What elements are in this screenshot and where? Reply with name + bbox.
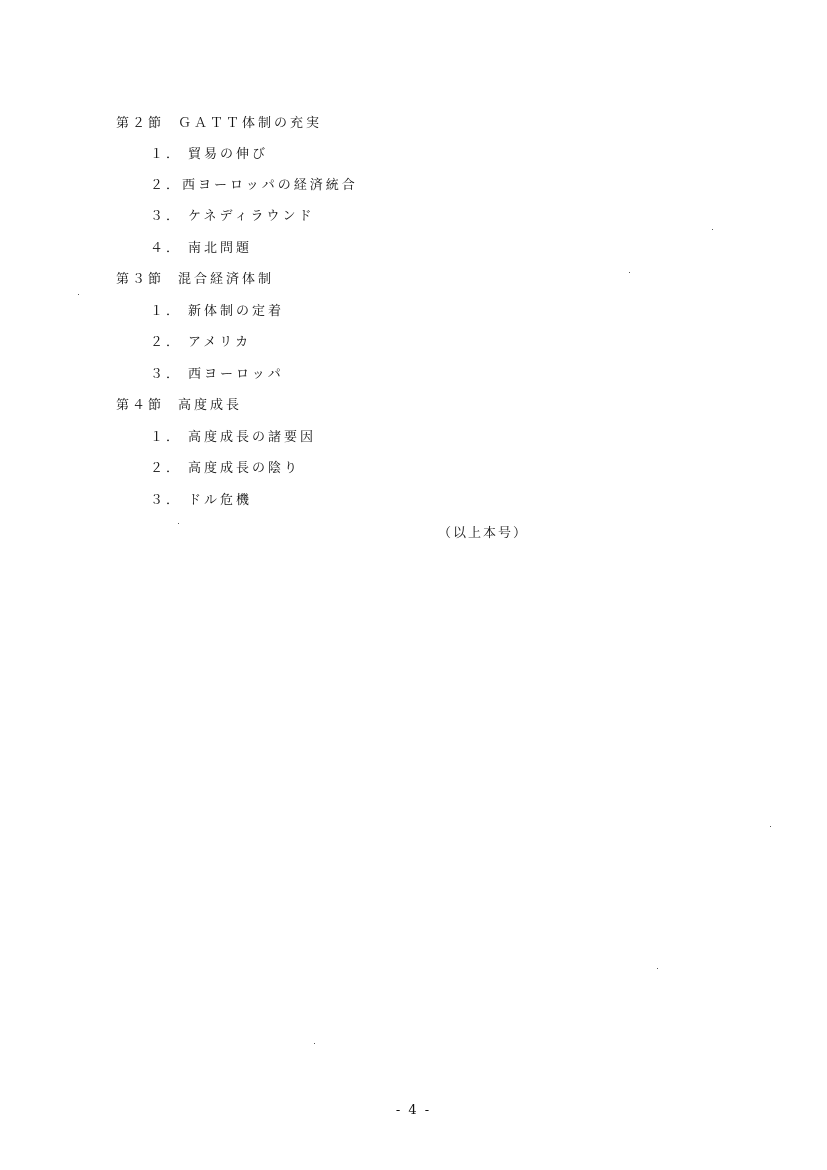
- toc-section-4: [116, 398, 242, 414]
- scan-speck: [712, 229, 713, 230]
- toc-item-3-2: [150, 335, 251, 351]
- toc-item-4-3: [150, 493, 252, 509]
- item-number: ４．: [150, 241, 183, 256]
- section-title: 混合経済体制: [178, 272, 275, 287]
- item-number: ２．: [150, 178, 183, 193]
- toc-item-3-3: [150, 367, 284, 383]
- item-title: 高度成長の陰り: [188, 461, 301, 476]
- toc-item-2-2: [150, 178, 358, 194]
- toc-item-4-2: [150, 461, 300, 477]
- item-number: １．: [150, 147, 183, 162]
- section-title: ＧＡＴＴ体制の充実: [178, 116, 323, 131]
- toc-item-2-1: [150, 147, 268, 163]
- toc-item-2-4: [150, 241, 252, 257]
- scan-speck: [629, 272, 630, 273]
- toc-item-2-3: [150, 209, 314, 225]
- item-number: １．: [150, 430, 183, 445]
- scan-speck: [178, 523, 179, 524]
- toc-section-3: [116, 272, 274, 288]
- item-title: 高度成長の諸要因: [188, 430, 317, 445]
- scan-speck: [314, 1043, 315, 1044]
- item-number: ２．: [150, 335, 183, 350]
- scan-speck: [770, 826, 771, 827]
- toc-section-2: [116, 116, 322, 132]
- toc-item-4-1: [150, 430, 316, 446]
- item-title: 南北問題: [188, 241, 253, 256]
- section-label: 第４節: [116, 398, 165, 413]
- scan-speck: [78, 294, 79, 295]
- item-number: ２．: [150, 461, 183, 476]
- end-note: （以上本号）: [438, 526, 529, 541]
- scan-speck: [657, 968, 658, 969]
- section-label: 第２節: [116, 116, 165, 131]
- toc-item-3-1: [150, 304, 284, 320]
- item-number: ３．: [150, 493, 183, 508]
- item-title: 新体制の定着: [188, 304, 285, 319]
- item-number: ３．: [150, 209, 183, 224]
- item-title: ケネディラウンド: [188, 209, 315, 224]
- section-title: 高度成長: [178, 398, 243, 413]
- item-title: 貿易の伸び: [188, 147, 269, 162]
- item-number: １．: [150, 304, 183, 319]
- section-label: 第３節: [116, 272, 165, 287]
- item-title: アメリカ: [188, 335, 252, 350]
- item-title: ドル危機: [188, 493, 253, 508]
- item-number: ３．: [150, 367, 183, 382]
- page-number: - 4 -: [395, 1103, 432, 1118]
- item-title: 西ヨーロッパの経済統合: [182, 178, 358, 193]
- item-title: 西ヨーロッパ: [188, 367, 284, 382]
